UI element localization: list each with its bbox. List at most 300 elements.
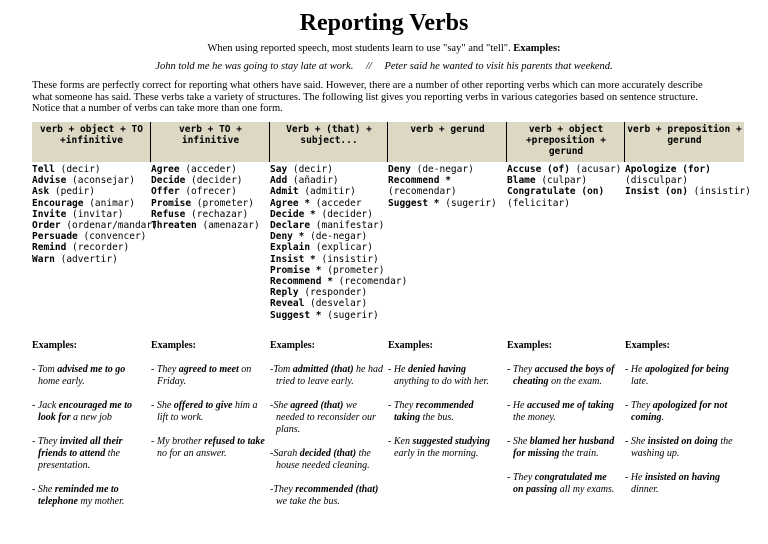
example-text: the train. (559, 448, 599, 459)
example-text: early in the morning. (394, 448, 479, 459)
verb-item (151, 220, 270, 231)
verb-item (507, 186, 625, 197)
example-verb: decided (that) (299, 448, 357, 459)
example-line (507, 412, 625, 424)
verb-gloss: (insistir) (315, 253, 379, 265)
example-line (507, 376, 625, 388)
example-line (625, 364, 744, 376)
verb-item (32, 186, 151, 197)
verb-word: Promise (270, 264, 311, 276)
example-verb: offered to give (173, 400, 233, 411)
column-header-line: subject... (300, 135, 358, 146)
verb-item (388, 198, 507, 209)
verb-item (270, 164, 388, 175)
example-text: home early. (38, 376, 85, 387)
example-verb: recommended (that) (295, 484, 379, 495)
verb-item (270, 231, 388, 242)
verb-item (151, 209, 270, 220)
verb-mark: * (428, 197, 440, 209)
verb-gloss: (disculpar) (625, 175, 688, 187)
verb-item (625, 164, 744, 175)
verb-word: Recommend (270, 276, 322, 288)
example-verb: apologized for not (652, 400, 728, 411)
example-line (32, 376, 151, 388)
verb-gloss: (ordenar/mandar) (60, 220, 158, 232)
example-verb: advised me to go (57, 364, 126, 375)
example-line (32, 436, 151, 448)
verb-item (32, 209, 151, 220)
example-text: on the exam. (548, 376, 602, 387)
example-line (507, 448, 625, 460)
intro-examples-label: Examples: (513, 43, 561, 54)
example-text: - He (388, 364, 408, 375)
example-sentence (625, 436, 744, 460)
example-verb: friends to attend (38, 448, 106, 459)
example-text: - They (32, 436, 60, 447)
verb-word: Warn (32, 253, 55, 265)
verb-list (270, 164, 408, 321)
example-sentence (151, 364, 270, 388)
example-line (151, 364, 270, 376)
example-line (270, 484, 388, 496)
example-line (388, 436, 507, 448)
example-line (270, 460, 388, 472)
example-verb: for missing (513, 448, 560, 459)
intro-separator: // (365, 61, 372, 72)
example-line (270, 400, 388, 412)
example-text: the bus. (420, 412, 454, 423)
example-sentence (388, 436, 507, 460)
column-header-line: verb + object + TO (40, 124, 143, 135)
verb-gloss: (prometer) (191, 197, 254, 209)
column-header-line: gerund (667, 135, 702, 146)
example-text: we take the bus. (276, 496, 340, 507)
example-text: the (717, 436, 733, 447)
verb-gloss: (aconsejar) (66, 175, 135, 187)
verb-item (151, 186, 270, 197)
paragraph-line: what someone has said. These verbs take a variety of structures. The following list gives you reporting verbs in various categories based on sentence structure. (32, 91, 698, 103)
verb-word: Agree (151, 164, 180, 175)
example-line (32, 364, 151, 376)
verb-mark: * (304, 208, 316, 220)
example-sentence (625, 472, 744, 496)
example-verb: blamed her husband (529, 436, 615, 447)
example-text: - They (507, 472, 535, 483)
verb-item (32, 198, 151, 209)
example-text: . (661, 412, 665, 423)
verb-mark: * (321, 276, 333, 288)
example-verb: refused to take (204, 436, 265, 447)
example-verb: agreed to meet (178, 364, 239, 375)
verb-item (270, 254, 388, 265)
example-line (151, 436, 270, 448)
verb-mark: * (298, 197, 311, 209)
example-verb: accused the boys of (534, 364, 615, 375)
verb-item (270, 198, 388, 209)
column-header (270, 124, 388, 146)
example-text: needed to reconsider our (276, 412, 376, 423)
verb-word: Ask (32, 186, 50, 198)
verb-word: Refuse (151, 208, 186, 220)
example-text: the (356, 448, 371, 459)
column-header-line: Verb + (that) + (286, 124, 372, 135)
example-line (270, 376, 388, 388)
verb-item (151, 175, 270, 186)
verb-gloss: (decider) (185, 175, 243, 187)
verb-gloss: (invitar) (66, 208, 124, 220)
column-header-line: gerund (548, 146, 584, 157)
verb-item (270, 298, 388, 309)
example-text: - She (151, 400, 174, 411)
example-verb: telephone (38, 496, 78, 507)
example-text: - They (388, 400, 416, 411)
example-text: - They (625, 400, 653, 411)
example-verb: suggested studying (412, 436, 490, 447)
verb-item (270, 175, 388, 186)
verb-word: Agree (270, 197, 299, 209)
verb-mark: * (292, 231, 305, 243)
example-line (507, 400, 625, 412)
example-verb: on passing (513, 484, 558, 495)
verb-gloss: (recorder) (66, 242, 130, 254)
example-line (270, 364, 388, 376)
verb-word: Decide (270, 208, 305, 220)
verb-item (270, 287, 388, 298)
verb-word: Recommend (388, 175, 440, 187)
example-verb: encouraged me to (58, 400, 132, 411)
example-text: house needed cleaning. (276, 460, 370, 471)
verb-word: Remind (32, 242, 67, 254)
example-sentence (507, 472, 625, 496)
example-text: we (343, 400, 357, 411)
verb-word: Deny (270, 231, 293, 243)
example-sentence (32, 436, 151, 472)
example-text: - He (507, 400, 527, 411)
verb-item (32, 231, 151, 242)
verb-word: Blame (507, 175, 536, 187)
example-verb: denied having (408, 364, 467, 375)
verb-mark: * (304, 253, 316, 265)
verb-word: Apologize (for) (625, 164, 711, 175)
example-text: late. (631, 376, 649, 387)
verb-gloss: (sugerir) (439, 197, 497, 209)
example-line (270, 412, 388, 424)
verb-gloss: (admitir) (298, 186, 356, 198)
example-line (388, 412, 507, 424)
verb-gloss: (desvelar) (304, 298, 368, 310)
example-text: anything to do with her. (394, 376, 489, 387)
verb-gloss: (acceder) (179, 164, 237, 175)
verb-item (388, 175, 507, 186)
example-text: the money. (513, 412, 556, 423)
example-verb: reminded me to (54, 484, 119, 495)
verb-word: Explain (270, 242, 311, 254)
example-text: -They (270, 484, 296, 495)
example-sentence (270, 400, 388, 436)
example-text: my mother. (78, 496, 125, 507)
verb-word: Congratulate (on) (507, 186, 605, 198)
verb-word: Admit (270, 186, 299, 198)
verb-item (270, 265, 388, 276)
verb-item (625, 175, 744, 186)
column-header (625, 124, 744, 146)
example-verb: agreed (that) (290, 400, 344, 411)
verb-gloss: (culpar) (535, 175, 588, 187)
example-text: - My brother (151, 436, 205, 447)
column-header-line: verb + preposition + (627, 124, 742, 135)
verb-word: Insist (270, 253, 305, 265)
verb-word: Add (270, 175, 288, 187)
verb-gloss: (insistir) (687, 186, 751, 198)
verb-gloss: (animar) (83, 197, 135, 209)
example-verb: recommended (415, 400, 474, 411)
column-header (32, 124, 151, 146)
example-verb: insisted on having (645, 472, 721, 483)
paragraph-line: These forms are perfectly correct for reporting what others have said. However, there are a number of other reporting verbs which can more accurately describe (32, 80, 703, 91)
intro-example-1: John told me he was going to stay late at work. (155, 61, 354, 72)
verb-word: Threaten (151, 220, 197, 232)
example-verb: invited all their (59, 436, 123, 447)
example-text: - She (507, 436, 530, 447)
verb-item (270, 310, 388, 321)
verb-word: Encourage (32, 197, 84, 209)
example-verb: cheating (513, 376, 549, 387)
example-line (507, 364, 625, 376)
example-sentence (507, 436, 625, 460)
example-line (32, 460, 151, 472)
example-text: dinner. (631, 484, 659, 495)
example-text: him a (232, 400, 258, 411)
verb-gloss: (sugerir) (321, 309, 379, 321)
example-text: plans. (276, 424, 301, 435)
verb-word: Invite (32, 208, 67, 220)
example-line (151, 412, 270, 424)
verb-word: Advise (32, 175, 67, 187)
example-line (32, 496, 151, 508)
verb-list (507, 164, 625, 209)
verb-gloss: (acceder (310, 197, 362, 209)
example-line (625, 412, 744, 424)
example-line (507, 484, 625, 496)
column-header (151, 124, 270, 146)
example-sentence (151, 436, 270, 460)
verb-gloss: (prometer) (321, 264, 385, 276)
example-sentence (32, 364, 151, 388)
example-text: - She (32, 484, 55, 495)
verb-gloss: (recomendar) (332, 276, 408, 288)
intro-line (0, 43, 768, 54)
verb-item (151, 164, 270, 175)
verb-gloss: (ofrecer) (179, 186, 237, 198)
example-line (151, 448, 270, 460)
verb-item (270, 209, 388, 220)
example-verb: congratulated me (534, 472, 607, 483)
verb-gloss: (de-negar) (410, 164, 474, 175)
example-line (388, 376, 507, 388)
examples-label: Examples: (270, 340, 315, 351)
example-text: - They (151, 364, 179, 375)
verb-gloss: (felicitar) (507, 197, 570, 209)
verb-item (32, 242, 151, 253)
page-title: Reporting Verbs (299, 10, 469, 36)
example-verb: insisted on doing (647, 436, 718, 447)
example-text: - Ken (388, 436, 413, 447)
verb-word: Suggest (270, 309, 311, 321)
example-text: - He (625, 364, 645, 375)
example-verb: admitted (that) (292, 364, 354, 375)
example-text: the (105, 448, 120, 459)
verb-mark: * (310, 309, 322, 321)
verb-item (270, 220, 388, 231)
verb-mark: * (439, 175, 451, 187)
example-line (625, 376, 744, 388)
example-verb: taking (394, 412, 421, 423)
example-text: a new job (70, 412, 112, 423)
example-text: - They (507, 364, 535, 375)
examples-label: Examples: (388, 340, 433, 351)
verb-gloss: (pedir) (49, 186, 95, 198)
example-text: tried to leave early. (276, 376, 354, 387)
example-sentence (388, 400, 507, 424)
example-sentence (625, 364, 744, 388)
verb-gloss: (decir) (54, 164, 101, 175)
example-text: no for an answer. (157, 448, 227, 459)
example-sentence (151, 400, 270, 424)
verb-item (270, 242, 388, 253)
example-line (32, 400, 151, 412)
example-text: -Sarah (270, 448, 300, 459)
example-text: -She (270, 400, 291, 411)
example-sentence (625, 400, 744, 424)
example-text: - Tom (32, 364, 58, 375)
example-line (388, 364, 507, 376)
intro-examples (0, 61, 768, 72)
verb-gloss: (advertir) (54, 253, 118, 265)
example-sentence (388, 364, 507, 388)
verb-gloss: (de-negar) (304, 231, 368, 243)
verb-gloss: (añadir) (287, 175, 339, 187)
verb-gloss: (manifestar) (310, 220, 385, 232)
example-line (270, 448, 388, 460)
example-sentence (32, 484, 151, 508)
example-line (625, 400, 744, 412)
example-line (388, 448, 507, 460)
example-text: - She (625, 436, 648, 447)
verb-gloss: (convencer) (77, 231, 147, 243)
intro-example-2: Peter said he wanted to visit his parents that weekend. (384, 61, 613, 72)
verb-item (270, 276, 408, 288)
example-sentence (270, 484, 388, 508)
verb-mark: * (310, 264, 322, 276)
column-header-line: verb + object (528, 124, 604, 135)
verb-word: Declare (270, 220, 311, 232)
verb-item (507, 175, 625, 186)
verb-word: Reply (270, 287, 299, 299)
example-text: washing up. (631, 448, 680, 459)
examples-label: Examples: (32, 340, 77, 351)
verb-word: Order (32, 220, 61, 232)
example-line (507, 436, 625, 448)
verb-item (507, 164, 625, 175)
verb-gloss: (responder) (298, 287, 368, 299)
column-header (388, 124, 507, 135)
column-header-line: verb + gerund (410, 124, 485, 135)
paragraph-line: Notice that a number of verbs can take more than one form. (32, 103, 283, 114)
example-verb: coming (631, 412, 662, 423)
verb-list (32, 164, 158, 265)
example-text: all my exams. (557, 484, 615, 495)
intro-paragraph (32, 80, 744, 115)
examples-label: Examples: (625, 340, 670, 351)
verb-word: Tell (32, 164, 55, 175)
verb-gloss: (recomendar) (388, 186, 457, 198)
example-sentence (507, 400, 625, 424)
column-header-line: verb + TO + infinitive (179, 124, 242, 146)
verb-item (507, 198, 625, 209)
verb-word: Accuse (of) (507, 164, 570, 175)
example-verb: accused me of taking (527, 400, 614, 411)
verb-item (32, 254, 151, 265)
example-line (625, 448, 744, 460)
example-line (32, 484, 151, 496)
example-text: on (238, 364, 252, 375)
example-text: Friday. (157, 376, 187, 387)
example-line (32, 412, 151, 424)
verb-word: Decide (151, 175, 186, 187)
column-header-line: +infinitive (60, 135, 123, 146)
verb-gloss: (decir) (287, 164, 333, 175)
verb-word: Persuade (32, 231, 78, 243)
verb-word: Deny (388, 164, 411, 175)
example-sentence (270, 364, 388, 388)
example-line (270, 496, 388, 508)
example-line (151, 376, 270, 388)
example-line (625, 472, 744, 484)
example-line (507, 472, 625, 484)
examples-label: Examples: (151, 340, 196, 351)
example-text: lift to work. (157, 412, 204, 423)
example-line (270, 424, 388, 436)
verb-list (151, 164, 270, 231)
example-text: he had (353, 364, 383, 375)
example-verb: apologized for being (645, 364, 729, 375)
examples-label: Examples: (507, 340, 552, 351)
verb-gloss: (decider) (315, 208, 373, 220)
verb-word: Reveal (270, 298, 305, 310)
verb-gloss: (rechazar) (185, 208, 249, 220)
verb-item (151, 198, 270, 209)
example-text: - He (625, 472, 645, 483)
verb-word: Insist (on) (625, 186, 688, 198)
verb-gloss: (acusar) (569, 164, 622, 175)
verb-word: Offer (151, 186, 180, 198)
verb-word: Promise (151, 197, 192, 209)
example-line (625, 436, 744, 448)
verb-item (388, 164, 507, 175)
verb-item (32, 175, 151, 186)
example-line (388, 400, 507, 412)
verb-list (625, 164, 751, 198)
verb-item (388, 186, 507, 197)
verb-word: Say (270, 164, 288, 175)
example-sentence (507, 364, 625, 388)
example-text: - Jack (32, 400, 59, 411)
column-header-line: +preposition + (525, 135, 607, 146)
verb-list (388, 164, 507, 209)
intro-text: When using reported speech, most students learn to use "say" and "tell". (207, 43, 511, 54)
verb-item (32, 164, 151, 175)
example-text: presentation. (38, 460, 91, 471)
